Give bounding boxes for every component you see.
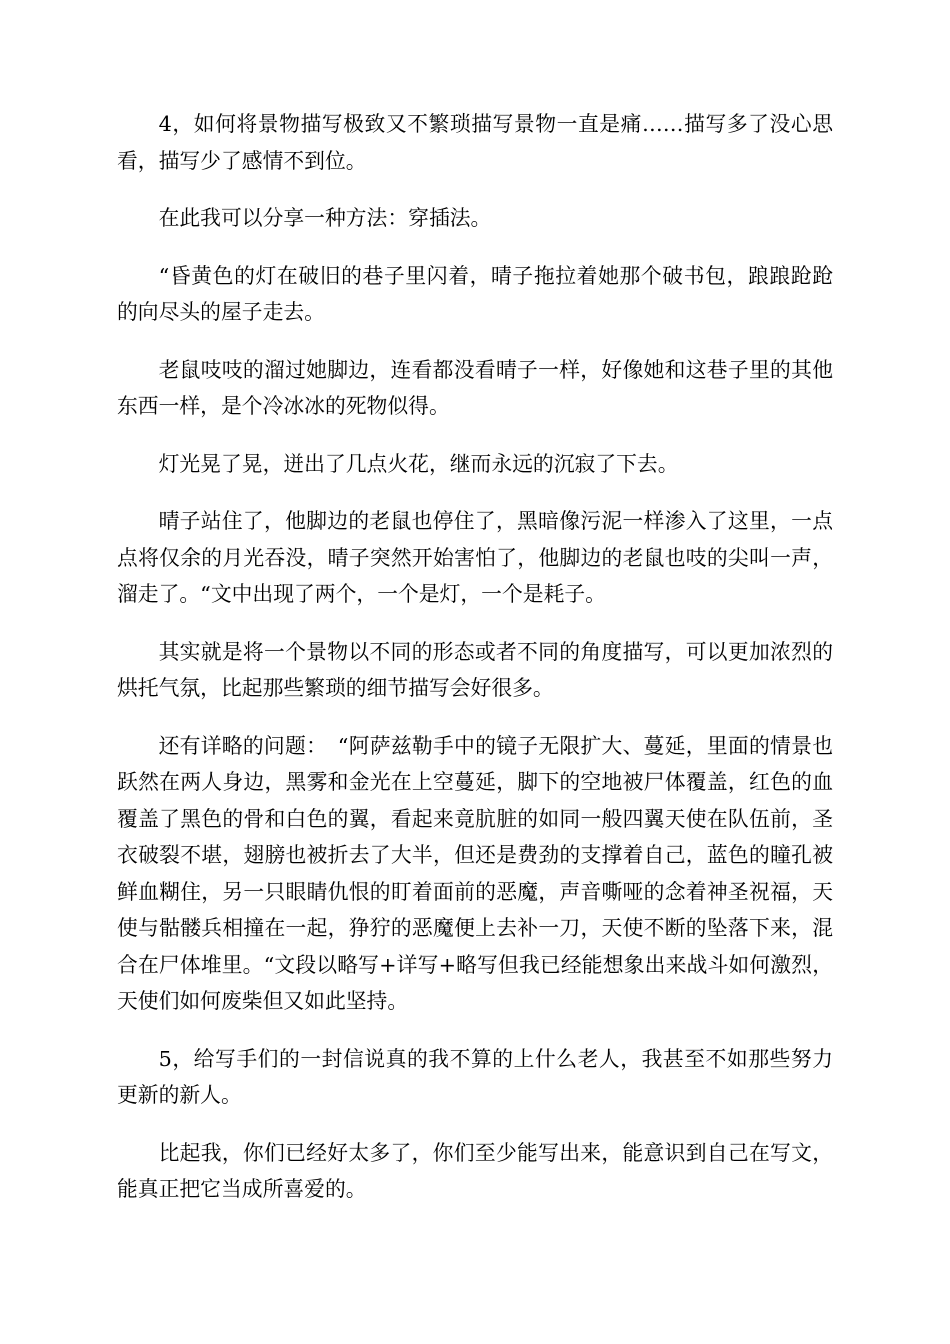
- paragraph-example-2: 老鼠吱吱的溜过她脚边，连看都没看晴子一样，好像她和这巷子里的其他东西一样，是个冷冰冰的死物似得。: [117, 357, 833, 418]
- paragraph-example-4: 晴子站住了，他脚边的老鼠也停住了，黑暗像污泥一样渗入了这里，一点点将仅余的月光吞没，晴子突然开始害怕了，他脚边的老鼠也吱的尖叫一声，溜走了。“文中出现了两个，一个是灯，一个是耗子。: [117, 509, 833, 606]
- paragraph-tip-5: 5，给写手们的一封信说真的我不算的上什么老人，我甚至不如那些努力更新的新人。: [117, 1046, 833, 1107]
- document-page: [117, 106, 833, 1229]
- paragraph-tip-4: 4，如何将景物描写极致又不繁琐描写景物一直是痛……描写多了没心思看，描写少了感情不到位。: [117, 112, 833, 173]
- paragraph-example-3: 灯光晃了晃，迸出了几点火花，继而永远的沉寂了下去。: [158, 451, 679, 476]
- paragraph-explanation: 其实就是将一个景物以不同的形态或者不同的角度描写，可以更加浓烈的烘托气氛，比起那些繁琐的细节描写会好很多。: [117, 639, 833, 700]
- paragraph-detail-brevity: 还有详略的问题： “阿萨兹勒手中的镜子无限扩大、蔓延，里面的情景也跃然在两人身边，黑雾和金光在上空蔓延，脚下的空地被尸体覆盖，红色的血覆盖了黑色的骨和白色的翼，看起来竟肮脏的如同一般四翼天使在队伍前，圣衣破裂不堪，翅膀也被折去了大半，但还是费劲的支撑着自己，蓝色的瞳孔被鲜血糊住，另一只眼睛仇恨的盯着面前的恶魔，声音嘶哑的念着神圣祝福，天使与骷髅兵相撞在一起，狰狞的恶魔便上去补一刀，天使不断的坠落下来，混合在尸体堆里。“文段以略写+详写+略写但我已经能想象出来战斗如何激烈，天使们如何废柴但又如此坚持。: [117, 733, 833, 1013]
- paragraph-example-1: “昏黄色的灯在破旧的巷子里闪着，晴子拖拉着她那个破书包，踉踉跄跄的向尽头的屋子走去。: [117, 263, 833, 324]
- paragraph-closing: 比起我，你们已经好太多了，你们至少能写出来，能意识到自己在写文，能真正把它当成所喜爱的。: [117, 1140, 833, 1201]
- paragraph-method: 在此我可以分享一种方法：穿插法。: [158, 206, 492, 230]
